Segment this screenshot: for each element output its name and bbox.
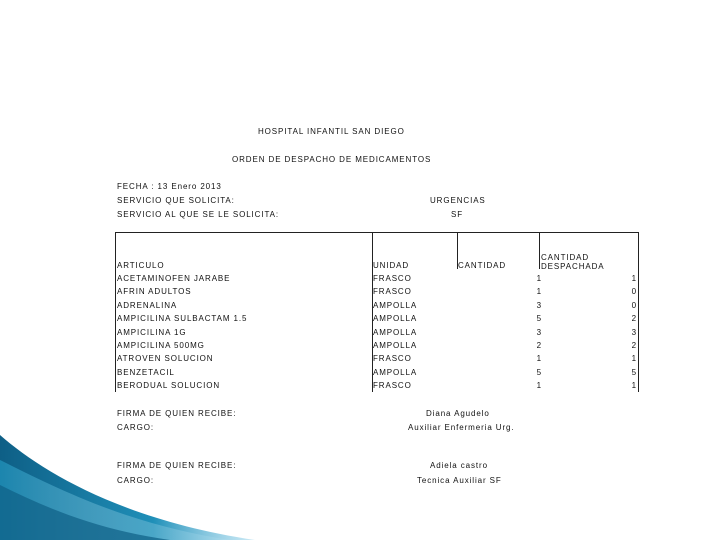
row-articulo: AMPICILINA SULBACTAM 1.5 (117, 314, 248, 323)
table-row (0, 368, 720, 381)
row-despachada: 0 (631, 301, 637, 310)
signer-role-2: Tecnica Auxiliar SF (417, 476, 502, 485)
table-row (0, 314, 720, 327)
table-row (0, 381, 720, 394)
row-unidad: AMPOLLA (373, 314, 418, 323)
row-cantidad: 1 (536, 274, 542, 283)
signer-name-2: Adiela castro (430, 461, 488, 470)
row-unidad: AMPOLLA (373, 328, 418, 337)
signer-role-1: Auxiliar Enfermeria Urg. (408, 423, 515, 432)
row-articulo: AFRIN ADULTOS (117, 287, 192, 296)
row-despachada: 2 (631, 341, 637, 350)
row-unidad: FRASCO (373, 287, 412, 296)
table-row (0, 301, 720, 314)
servicio-solicita-value: URGENCIAS (430, 196, 486, 205)
row-despachada: 1 (631, 381, 637, 390)
row-unidad: AMPOLLA (373, 301, 418, 310)
row-cantidad: 1 (536, 381, 542, 390)
signer-name-1: Diana Agudelo (426, 409, 490, 418)
row-unidad: FRASCO (373, 274, 412, 283)
row-cantidad: 1 (536, 354, 542, 363)
header-despachada: DESPACHADA (541, 262, 605, 271)
row-despachada: 1 (631, 354, 637, 363)
table-row (0, 274, 720, 287)
header-articulo: ARTICULO (117, 261, 165, 270)
header-cantidad: CANTIDAD (458, 261, 507, 270)
row-articulo: ATROVEN SOLUCION (117, 354, 214, 363)
row-cantidad: 3 (536, 301, 542, 310)
cargo-label-2: CARGO: (117, 476, 154, 485)
row-articulo: BENZETACIL (117, 368, 175, 377)
row-cantidad: 5 (536, 314, 542, 323)
row-cantidad: 2 (536, 341, 542, 350)
servicio-se-le-label: SERVICIO AL QUE SE LE SOLICITA: (117, 210, 280, 219)
cargo-label-1: CARGO: (117, 423, 154, 432)
firma-label-2: FIRMA DE QUIEN RECIBE: (117, 461, 237, 470)
row-despachada: 3 (631, 328, 637, 337)
row-unidad: FRASCO (373, 381, 412, 390)
row-articulo: BERODUAL SOLUCION (117, 381, 221, 390)
table-divider (539, 233, 540, 269)
servicio-se-le-value: SF (451, 210, 464, 219)
row-articulo: AMPICILINA 1G (117, 328, 187, 337)
row-cantidad: 3 (536, 328, 542, 337)
row-articulo: AMPICILINA 500MG (117, 341, 205, 350)
fecha-field: FECHA : 13 Enero 2013 (117, 182, 222, 191)
table-row (0, 341, 720, 354)
row-despachada: 2 (631, 314, 637, 323)
row-articulo: ACETAMINOFEN JARABE (117, 274, 231, 283)
hospital-title: HOSPITAL INFANTIL SAN DIEGO (258, 127, 405, 136)
row-unidad: AMPOLLA (373, 368, 418, 377)
order-title: ORDEN DE DESPACHO DE MEDICAMENTOS (232, 155, 432, 164)
table-row (0, 287, 720, 300)
row-despachada: 0 (631, 287, 637, 296)
firma-label-1: FIRMA DE QUIEN RECIBE: (117, 409, 237, 418)
table-row (0, 354, 720, 367)
row-despachada: 5 (631, 368, 637, 377)
header-cantidad-despachada: CANTIDAD (541, 253, 590, 262)
decorative-swoosh (0, 430, 260, 540)
row-cantidad: 5 (536, 368, 542, 377)
row-despachada: 1 (631, 274, 637, 283)
servicio-solicita-label: SERVICIO QUE SOLICITA: (117, 196, 235, 205)
header-unidad: UNIDAD (373, 261, 410, 270)
row-articulo: ADRENALINA (117, 301, 178, 310)
row-cantidad: 1 (536, 287, 542, 296)
table-row (0, 328, 720, 341)
row-unidad: AMPOLLA (373, 341, 418, 350)
row-unidad: FRASCO (373, 354, 412, 363)
